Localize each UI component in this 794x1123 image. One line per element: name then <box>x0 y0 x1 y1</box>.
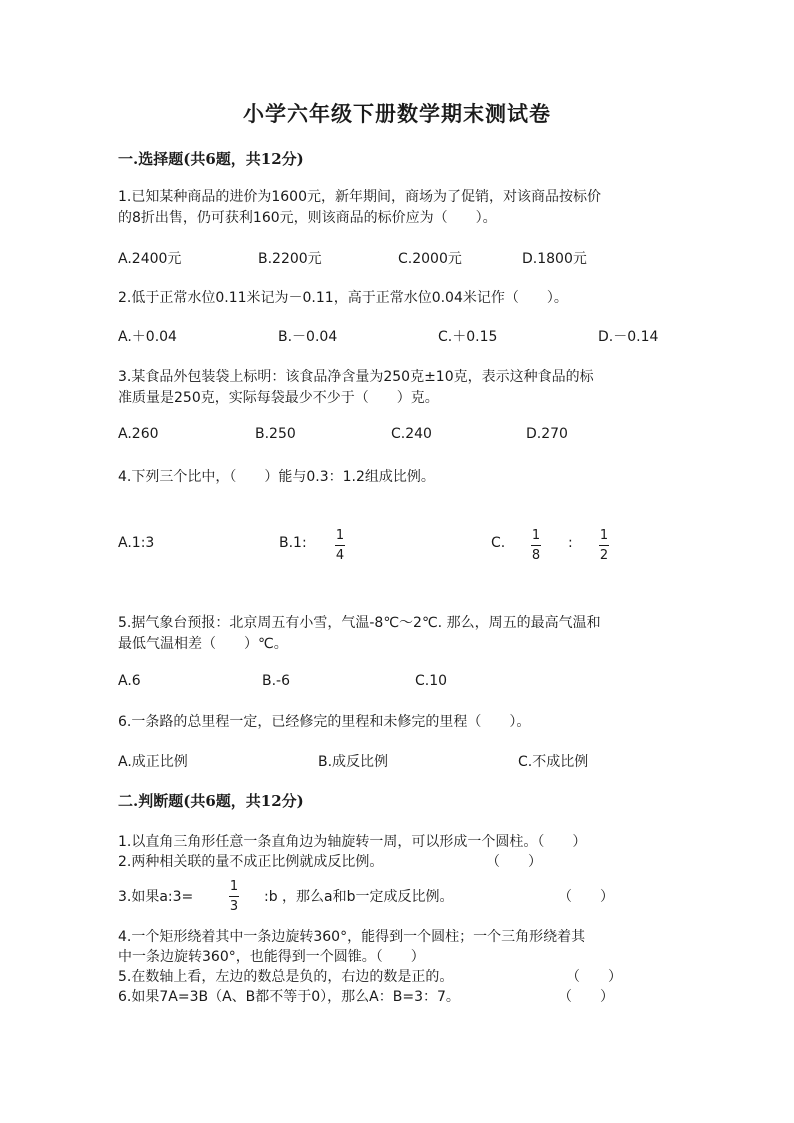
page-title: 小学六年级下册数学期末测试卷 <box>243 101 551 126</box>
judge-5-answer-paren: （ ） <box>566 969 622 985</box>
q5-line1: 5.据气象台预报：北京周五有小雪，气温-8℃～2℃. 那么，周五的最高气温和 <box>118 615 601 631</box>
q5-option-a: A.6 <box>118 673 141 689</box>
fraction-denominator: 8 <box>531 548 541 563</box>
judge-4-line1: 4.一个矩形绕着其中一条边旋转360°，能得到一个圆柱；一个三角形绕着其 <box>118 929 586 945</box>
q5-line2: 最低气温相差（ ）℃。 <box>118 636 288 652</box>
fraction-numerator: 1 <box>335 528 345 543</box>
fraction-numerator: 1 <box>229 879 239 894</box>
fraction-bar <box>599 545 609 546</box>
fraction-denominator: 3 <box>229 899 239 914</box>
q5-option-b: B.-6 <box>262 673 291 689</box>
q1-line1: 1.已知某种商品的进价为1600元，新年期间，商场为了促销，对该商品按标价 <box>118 189 601 205</box>
q2-option-c: C.＋0.15 <box>438 329 498 345</box>
q4-option-a: A.1:3 <box>118 535 155 551</box>
q4-line1: 4.下列三个比中，（ ）能与0.3：1.2组成比例。 <box>118 469 435 485</box>
fraction-bar <box>229 896 239 897</box>
fraction-denominator: 4 <box>335 548 345 563</box>
q6-option-b: B.成反比例 <box>318 754 389 770</box>
judge-4-line2: 中一条边旋转360°，也能得到一个圆锥。（ ） <box>118 949 425 965</box>
judge-3-answer-paren: （ ） <box>558 889 614 905</box>
judge-3-fraction <box>229 879 239 914</box>
q3-option-d: D.270 <box>526 426 568 442</box>
q3-line2: 准质量是250克，实际每袋最少不少于（ ）克。 <box>118 390 439 406</box>
q1-line2: 的8折出售，仍可获利160元，则该商品的标价应为（ ）。 <box>118 210 497 226</box>
fraction-bar <box>531 545 541 546</box>
q4-option-c-prefix: C. <box>491 535 506 551</box>
section-heading-judgement: 二.判断题(共6题，共12分) <box>118 792 304 810</box>
q3-line1: 3.某食品外包装袋上标明：该食品净含量为250克±10克，表示这种食品的标 <box>118 369 594 385</box>
judge-6: 6.如果7A=3B（A、B都不等于0），那么A：B=3：7。 <box>118 989 460 1005</box>
section-heading-choice: 一.选择题(共6题，共12分) <box>118 150 304 168</box>
q3-option-c: C.240 <box>391 426 432 442</box>
fraction-numerator: 1 <box>531 528 541 543</box>
judge-6-answer-paren: （ ） <box>558 989 614 1005</box>
fraction-numerator: 1 <box>599 528 609 543</box>
judge-2: 2.两种相关联的量不成正比例就成反比例。 <box>118 854 384 870</box>
q4-option-c-fraction-2 <box>599 528 609 563</box>
q1-option-b: B.2200元 <box>258 251 322 267</box>
q1-option-a: A.2400元 <box>118 251 182 267</box>
q1-option-c: C.2000元 <box>398 251 462 267</box>
judge-2-answer-paren: （ ） <box>486 854 542 870</box>
judge-1: 1.以直角三角形任意一条直角边为轴旋转一周，可以形成一个圆柱。（ ） <box>118 834 587 850</box>
judge-3-suffix: :b ，那么a和b一定成反比例。 <box>264 889 454 905</box>
q4-option-b-prefix: B.1: <box>279 535 307 551</box>
q1-option-d: D.1800元 <box>522 251 587 267</box>
q4-option-c-fraction-1 <box>531 528 541 563</box>
q6-option-c: C.不成比例 <box>518 754 589 770</box>
q4-option-c-colon: : <box>568 535 573 551</box>
fraction-denominator: 2 <box>599 548 609 563</box>
judge-5: 5.在数轴上看，左边的数总是负的，右边的数是正的。 <box>118 969 454 985</box>
q6-line1: 6.一条路的总里程一定，已经修完的里程和未修完的里程（ ）。 <box>118 714 531 730</box>
q3-option-a: A.260 <box>118 426 159 442</box>
q6-option-a: A.成正比例 <box>118 754 188 770</box>
q2-option-b: B.－0.04 <box>278 329 338 345</box>
q3-option-b: B.250 <box>255 426 296 442</box>
fraction-bar <box>335 545 345 546</box>
q2-option-a: A.＋0.04 <box>118 329 177 345</box>
judge-3-prefix: 3.如果a:3= <box>118 889 194 905</box>
q2-line1: 2.低于正常水位0.11米记为－0.11，高于正常水位0.04米记作（ ）。 <box>118 290 568 306</box>
q5-option-c: C.10 <box>415 673 448 689</box>
q4-option-b-fraction <box>335 528 345 563</box>
q2-option-d: D.－0.14 <box>598 329 659 345</box>
